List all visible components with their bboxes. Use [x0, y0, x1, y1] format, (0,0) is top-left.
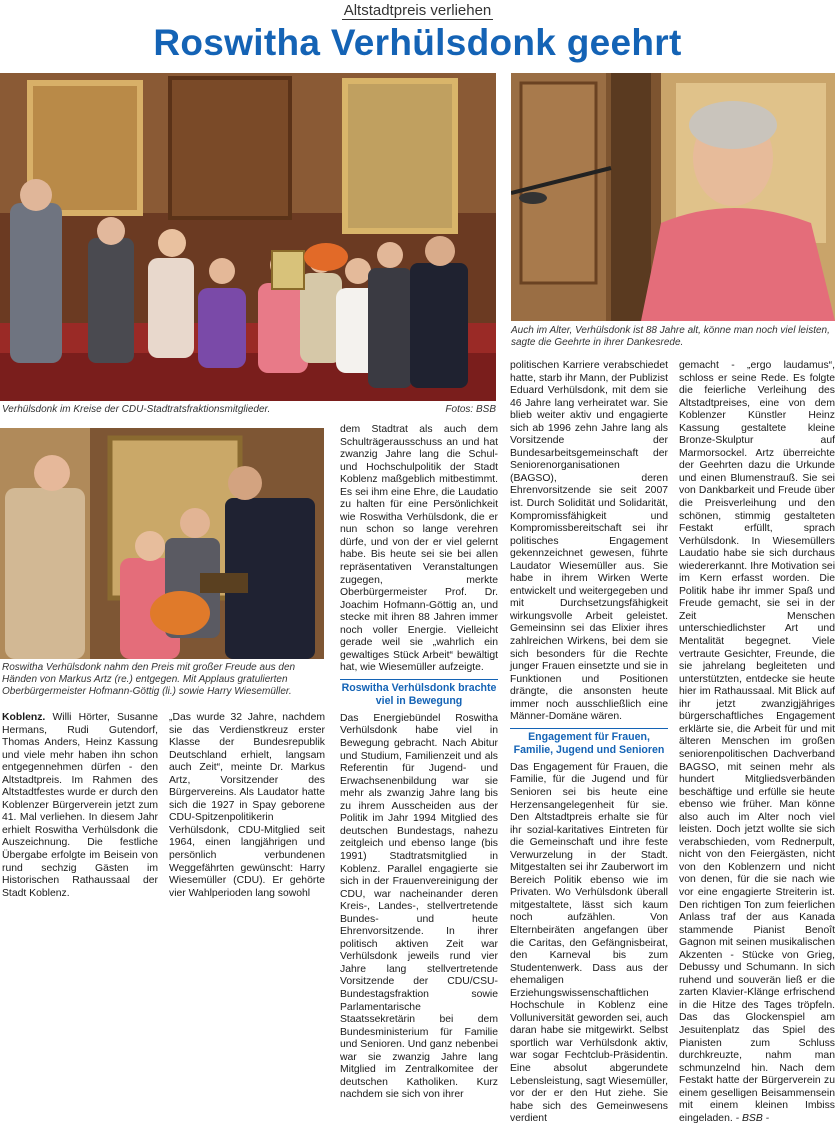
- article-column-3: [340, 424, 498, 1102]
- headline: Roswitha Verhülsdonk geehrt: [153, 22, 682, 63]
- article-lead-text: Willi Hörter, Susanne Hermans, Rudi Gutendorf, Thomas Anders, Heinz Kassung und viele mehr haben ihn schon entgegennehmen dürfen - den Altstadtpreis. Im Rahmen des Altstadtfestes wurde er durch den Koblenzer Bürgerverein jetzt zum 41. Mal verliehen. In diesem Jahr erhielt Roswitha Verhülsdonk die Auszeichnung. Die festliche Übergabe erfolgte im Beisein von rund sechzig Gästen im Historischen Rathaussaal der Stadt Koblenz.: [2, 712, 158, 899]
- author-signature: - BSB -: [735, 1112, 770, 1124]
- group-photo-caption: Verhülsdonk im Kreise der CDU-Stadtratsfraktionsmitglieder.: [2, 404, 271, 415]
- article-column-5: [679, 360, 835, 1125]
- speech-photo-caption: Auch im Alter, Verhülsdonk ist 88 Jahre alt, könne man noch viel leisten, sagte die Geehrte in ihrer Dankesrede.: [511, 325, 830, 348]
- article-column-1: [2, 712, 158, 900]
- article-paragraph: „Das wurde 32 Jahre, nachdem sie das Verdienstkreuz erster Klasse der Bundesrepublik Deutschland erhielt, langsam auch Zeit“, meinte Dr. Markus Artz, Vorsitzender des Bürgervereins. Als Laudator hatte sich die 1927 in Spay geborene CDU-Spitzenpolitikerin Verhülsdonk, CDU-Mitglied seit 1964, einen langjährigen und persönlich verbundenen Weggefährten gewünscht: Harry Wiesemüller (CDU). Er gehörte vier Wahlperioden lang sowohl: [169, 712, 325, 899]
- kicker: Altstadtpreis verliehen: [343, 2, 492, 19]
- award-photo: [0, 428, 324, 659]
- subheading: Engagement für Frauen, Familie, Jugend und Senioren: [510, 728, 668, 757]
- award-photo-caption: Roswitha Verhülsdonk nahm den Preis mit großer Freude aus den Händen von Markus Artz (re.) entgegen. Mit Applaus gratulierten Oberbürgermeister Hofmann-Göttig (li.) sowie Harry Wiesemüller.: [2, 662, 296, 697]
- group-photo: [0, 73, 496, 401]
- speech-photo: [511, 73, 835, 321]
- article-column-2: [169, 712, 325, 900]
- photo-credit: Fotos: BSB: [445, 404, 496, 415]
- article-paragraph: gemacht - „ergo laudamus“, schloss er seine Rede. Es folgte die feierliche Verleihung des Altstadtpreises, eine von dem Koblenzer Künstler Heinz Kassung gestaltete kleine Bronze-Skulptur auf Marmorsockel. Artz überreichte der Geehrten dazu die Urkunde und einen Blumenstrauß. Sie sei von Dankbarkeit und Freude über die Preisverleihung und den schönen, stimmig gestalteten Festakt erfüllt, sprach Verhülsdonk. In Wiesemüllers Laudatio habe sie sich durchaus wiedererkannt. Ihre Motivation sei im Kern erfasst worden. Die Politik habe ihr immer Spaß und Freude gemacht, sie sei in der Zeit Menschen unterschiedlichster Art und Mentalität begegnet. Viele vertraute Gesichter, Freunde, die sie jahrelang begleiteten und unterstützten, entdecke sie heute hier im Rathaussaal. Mit Blick auf ihr jetzt zwanzigjähriges bürgerschaftliches Engagement erklärte sie, die Arbeit für und mit älteren Menschen im großen seniorenpolitischen Dachverband BAGSO, mit seinen mehr als hundert Mitgliedsverbänden beschäftige und erfülle sie heute ebenso wie früher. Man könne also auch im Alter noch viel leisten. Doch jetzt wollte sie sich verabschieden, vom Rednerpult, nicht von den Feiergästen, nicht von den Koblenzern und nicht von denen, für die sie nach wie vor eine engagierte Streiterin ist. Den richtigen Ton zum feierlichen Anlass traf der aus Kanada stammende Pianist Benoît Gagnon mit seinen musikalischen Akzenten - Stücke von Grieg, Debussy und Schumann. In sich ruhend und souverän ließ er die zarten Klavier-Klänge erfrischend in die Hitze des Tages tröpfeln. Das das Glockenspiel am Jesuitenplatz das Spiel des Pianisten zum Schluss durchkreuzte, nahm man schmunzelnd hin. Nach dem Festakt hatte der Bürgerverein zu einem geselligen Beisammensein mit einem kleinen Imbiss eingeladen.: [679, 360, 835, 1124]
- article-paragraph: Das Energiebündel Roswitha Verhülsdonk habe viel in Bewegung gebracht. Nach Abitur und Studium, Familienzeit und als Referentin für Jugend- und Erwachsenenbildung war sie mehr als zwanzig Jahre lang bis zu ihrem Ausscheiden aus der Politik im Jahr 1994 Mitglied des deutschen Bundestags, nahezu zeitgleich und ebenso lange (bis 1991) Stadtratsmitglied in Koblenz. Parallel engagierte sie sich in der Frauenvereinigung der CDU, war nacheinander deren Kreis-, Landes-, stellvertretende Bundes- und heute Ehrenvorsitzende. In ihrer politisch aktiven Zeit war Verhülsdonk jeweils rund vier Jahre lang stellvertretende Vorsitzende der CDU/CSU-Bundestagsfraktion sowie Parlamentarische Staatssekretärin bei dem Bundesministerium für Familie und Senioren. Und ganz nebenbei war sie zwanzig Jahre lang Mitglied im Zentralkomitee der deutschen Katholiken. Kurz nachdem sie sich von ihrer: [340, 712, 498, 1101]
- article-paragraph: politischen Karriere verabschiedet hatte, starb ihr Mann, der Publizist Eduard Verhülsdonk, mit dem sie 46 Jahre lang verheiratet war. Sie blieb weiter aktiv und engagierte sich ab 1996 zehn Jahre lang als Vorsitzende der Bundesarbeitsgemeinschaft der Seniorenorganisationen (BAGSO), deren Ehrenvorsitzende sie seit 2007 ist. Durch Solidität und Solidarität, Kompromissfähigkeit und Kompromissbereitschaft sei ihr politisches Engagement gekennzeichnet gewesen, führte Laudator Wiesemüller aus. Sie habe in ihrem Wirken Werte entwickelt und weitergegeben und mit Durchsetzungsfähigkeit wirkungsvolle Arbeit geleistet. Gemeinsinn sei das Elixier ihres zahlreichen Wirkens, bei dem sie sich besonders für die Rechte junger Frauen einsetzte und sie in Funktionen und Positionen drängte, die ansonsten heute immer noch ausschließlich eine Männer-Domäne wären.: [510, 360, 668, 723]
- article-column-4: [510, 360, 668, 1126]
- article-paragraph: dem Stadtrat als auch dem Schulträgerausschuss an und hat zwanzig Jahre lang die Schul- und Hochschulpolitik der Stadt Koblenz maßgeblich mitbestimmt. Es sei ihm eine Ehre, die Laudatio zu halten für eine Persönlichkeit wie Roswitha Verhülsdonk, die er nun schon so lange verehren dürfe, und von der er viel gelernt habe. Bis heute sei sie bei allen repräsentativen Veranstaltungen zugegen, merkte Oberbürgermeister Prof. Dr. Joachim Hofmann-Göttig an, und stecke mit ihren 88 Jahren immer noch voller Energie. Vielleicht gerade weil sie „wahrlich ein gewaltiges Stück Arbeit“ bewältigt hat, wie Wiesemüller aufzeigte.: [340, 424, 498, 674]
- article-dateline: Koblenz.: [2, 712, 46, 723]
- article-paragraph: Das Engagement für Frauen, die Familie, für die Jugend und für Senioren sei bis heute eine Herzensangelegenheit für sie. Den Altstadtpreis erhalte sie für ihr sozial-karitatives Eintreten für die Gemeinschaft und ihre feste Verwurzelung in der Stadt. Mitgestalten sei ihr Zauberwort im Bereich Politik ebenso wie im Privaten. Wo Verhülsdonk überall mitgestaltete, lässt sich kaum noch aufzählen. Von Elternbeiräten angefangen über die Caritas, den Gefängnisbeirat, den Karneval bis zum Studentenwerk. Dass aus der ehemaligen Erziehungswissenschaftlichen Hochschule in Koblenz eine Volluniversität geworden sei, auch daran habe sie mitgewirkt. Selbst sportlich war Verhülsdonk aktiv, war sogar Fechtclub-Präsidentin. Eine absolut abgerundete Lebensleistung, sagt Wiesemüller, vor der er den Hut ziehe. Sie habe sich des Gemeinwesens verdient: [510, 761, 668, 1125]
- subheading: Roswitha Verhülsdonk brachte viel in Bewegung: [340, 679, 498, 708]
